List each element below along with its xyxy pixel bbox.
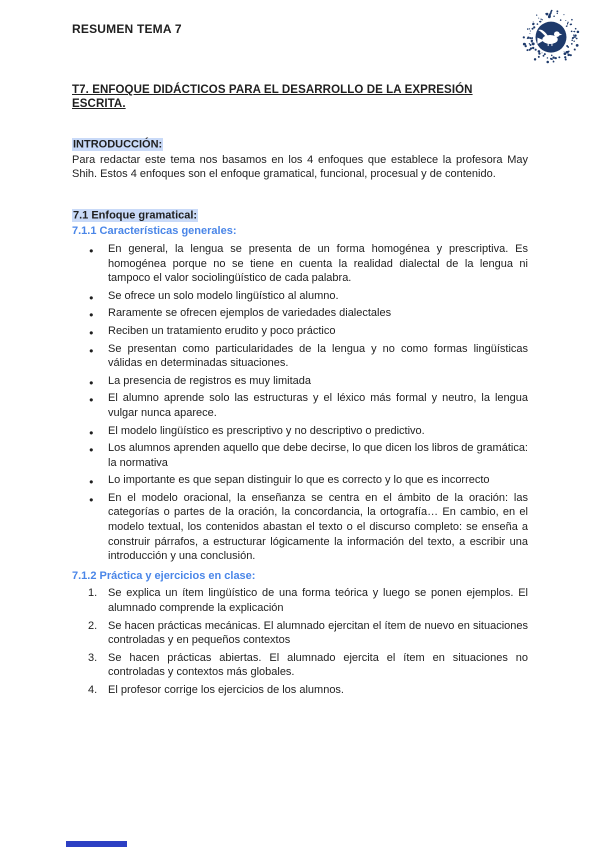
- list-item: Se hacen prácticas abiertas. El alumnado ejercita el ítem en situaciones no controladas y contextos más globales.: [108, 651, 528, 679]
- list-item: ● Los alumnos aprenden aquello que debe decirse, lo que dicen los libros de gramática: la normativa: [72, 441, 528, 470]
- list-item: ● Se presentan como particularidades de la lengua y no como formas lingüísticas válidas en determinadas situaciones.: [72, 342, 528, 371]
- list-item: ● Reciben un tratamiento erudito y poco práctico: [72, 324, 528, 339]
- list-item: ● El alumno aprende solo las estructuras y el léxico más formal y neutro, la lengua vulgar nunca aparece.: [72, 391, 528, 420]
- list-item: Se explica un ítem lingüístico de una forma teórica y luego se ponen ejemplos. El alumnado comprende la explicación: [108, 587, 528, 615]
- list-item: ● La presencia de registros es muy limitada: [72, 374, 528, 389]
- practice-numbered-list: [72, 586, 528, 697]
- list-item: ● Lo importante es que sepan distinguir lo que es correcto y lo que es incorrecto: [72, 473, 528, 488]
- list-item: ● En general, la lengua se presenta de un forma homogénea y prescriptiva. Es homogénea porque no se tiene en cuenta la realidad dialectal de la lengua ni tampoco el valor sociolingüístico de cada palabra.: [72, 242, 528, 286]
- section-7-1-2-heading: 7.1.2 Práctica y ejercicios en clase:: [72, 569, 256, 582]
- section-7-1-heading: 7.1 Enfoque gramatical:: [73, 209, 198, 222]
- list-item: El profesor corrige los ejercicios de los alumnos.: [108, 684, 344, 696]
- section-7-1: [72, 208, 528, 224]
- document-main-heading: T7. ENFOQUE DIDÁCTICOS PARA EL DESARROLLO DE LA EXPRESIÓN ESCRITA.: [72, 84, 473, 110]
- school-bird-logo-icon: [521, 9, 581, 69]
- list-item: ● En el modelo oracional, la enseñanza se centra en el ámbito de la oración: las categorías o partes de la oración, la concordancia, la ortografía… En cambio, en el modelo textual, los contenidos abastan el texto o el discurso completo: se enseña a construir párrafos, a estructurar lógicamente la información del texto, a escribir una introducción y una conclusión.: [72, 491, 528, 564]
- intro-section: [72, 136, 528, 152]
- section-7-1-1-heading: 7.1.1 Características generales:: [72, 225, 237, 238]
- characteristics-bullet-list: [72, 242, 528, 564]
- list-item: ● El modelo lingüístico es prescriptivo y no descriptivo o predictivo.: [72, 424, 528, 439]
- intro-paragraph: Para redactar este tema nos basamos en los 4 enfoques que establece la profesora May Shih. Estos 4 enfoques son el enfoque gramatical, funcional, procesual y de contenido.: [72, 153, 528, 181]
- list-item: ● Raramente se ofrecen ejemplos de variedades dialectales: [72, 306, 528, 321]
- list-item: Se hacen prácticas mecánicas. El alumnado ejercitan el ítem de nuevo en situaciones controladas y en pequeños contextos: [108, 619, 528, 647]
- intro-heading: INTRODUCCIÓN:: [73, 138, 163, 150]
- page-title: RESUMEN TEMA 7: [72, 22, 182, 36]
- footer-blue-bar: [66, 841, 127, 847]
- list-item: ● Se ofrece un solo modelo lingüístico al alumno.: [72, 289, 528, 304]
